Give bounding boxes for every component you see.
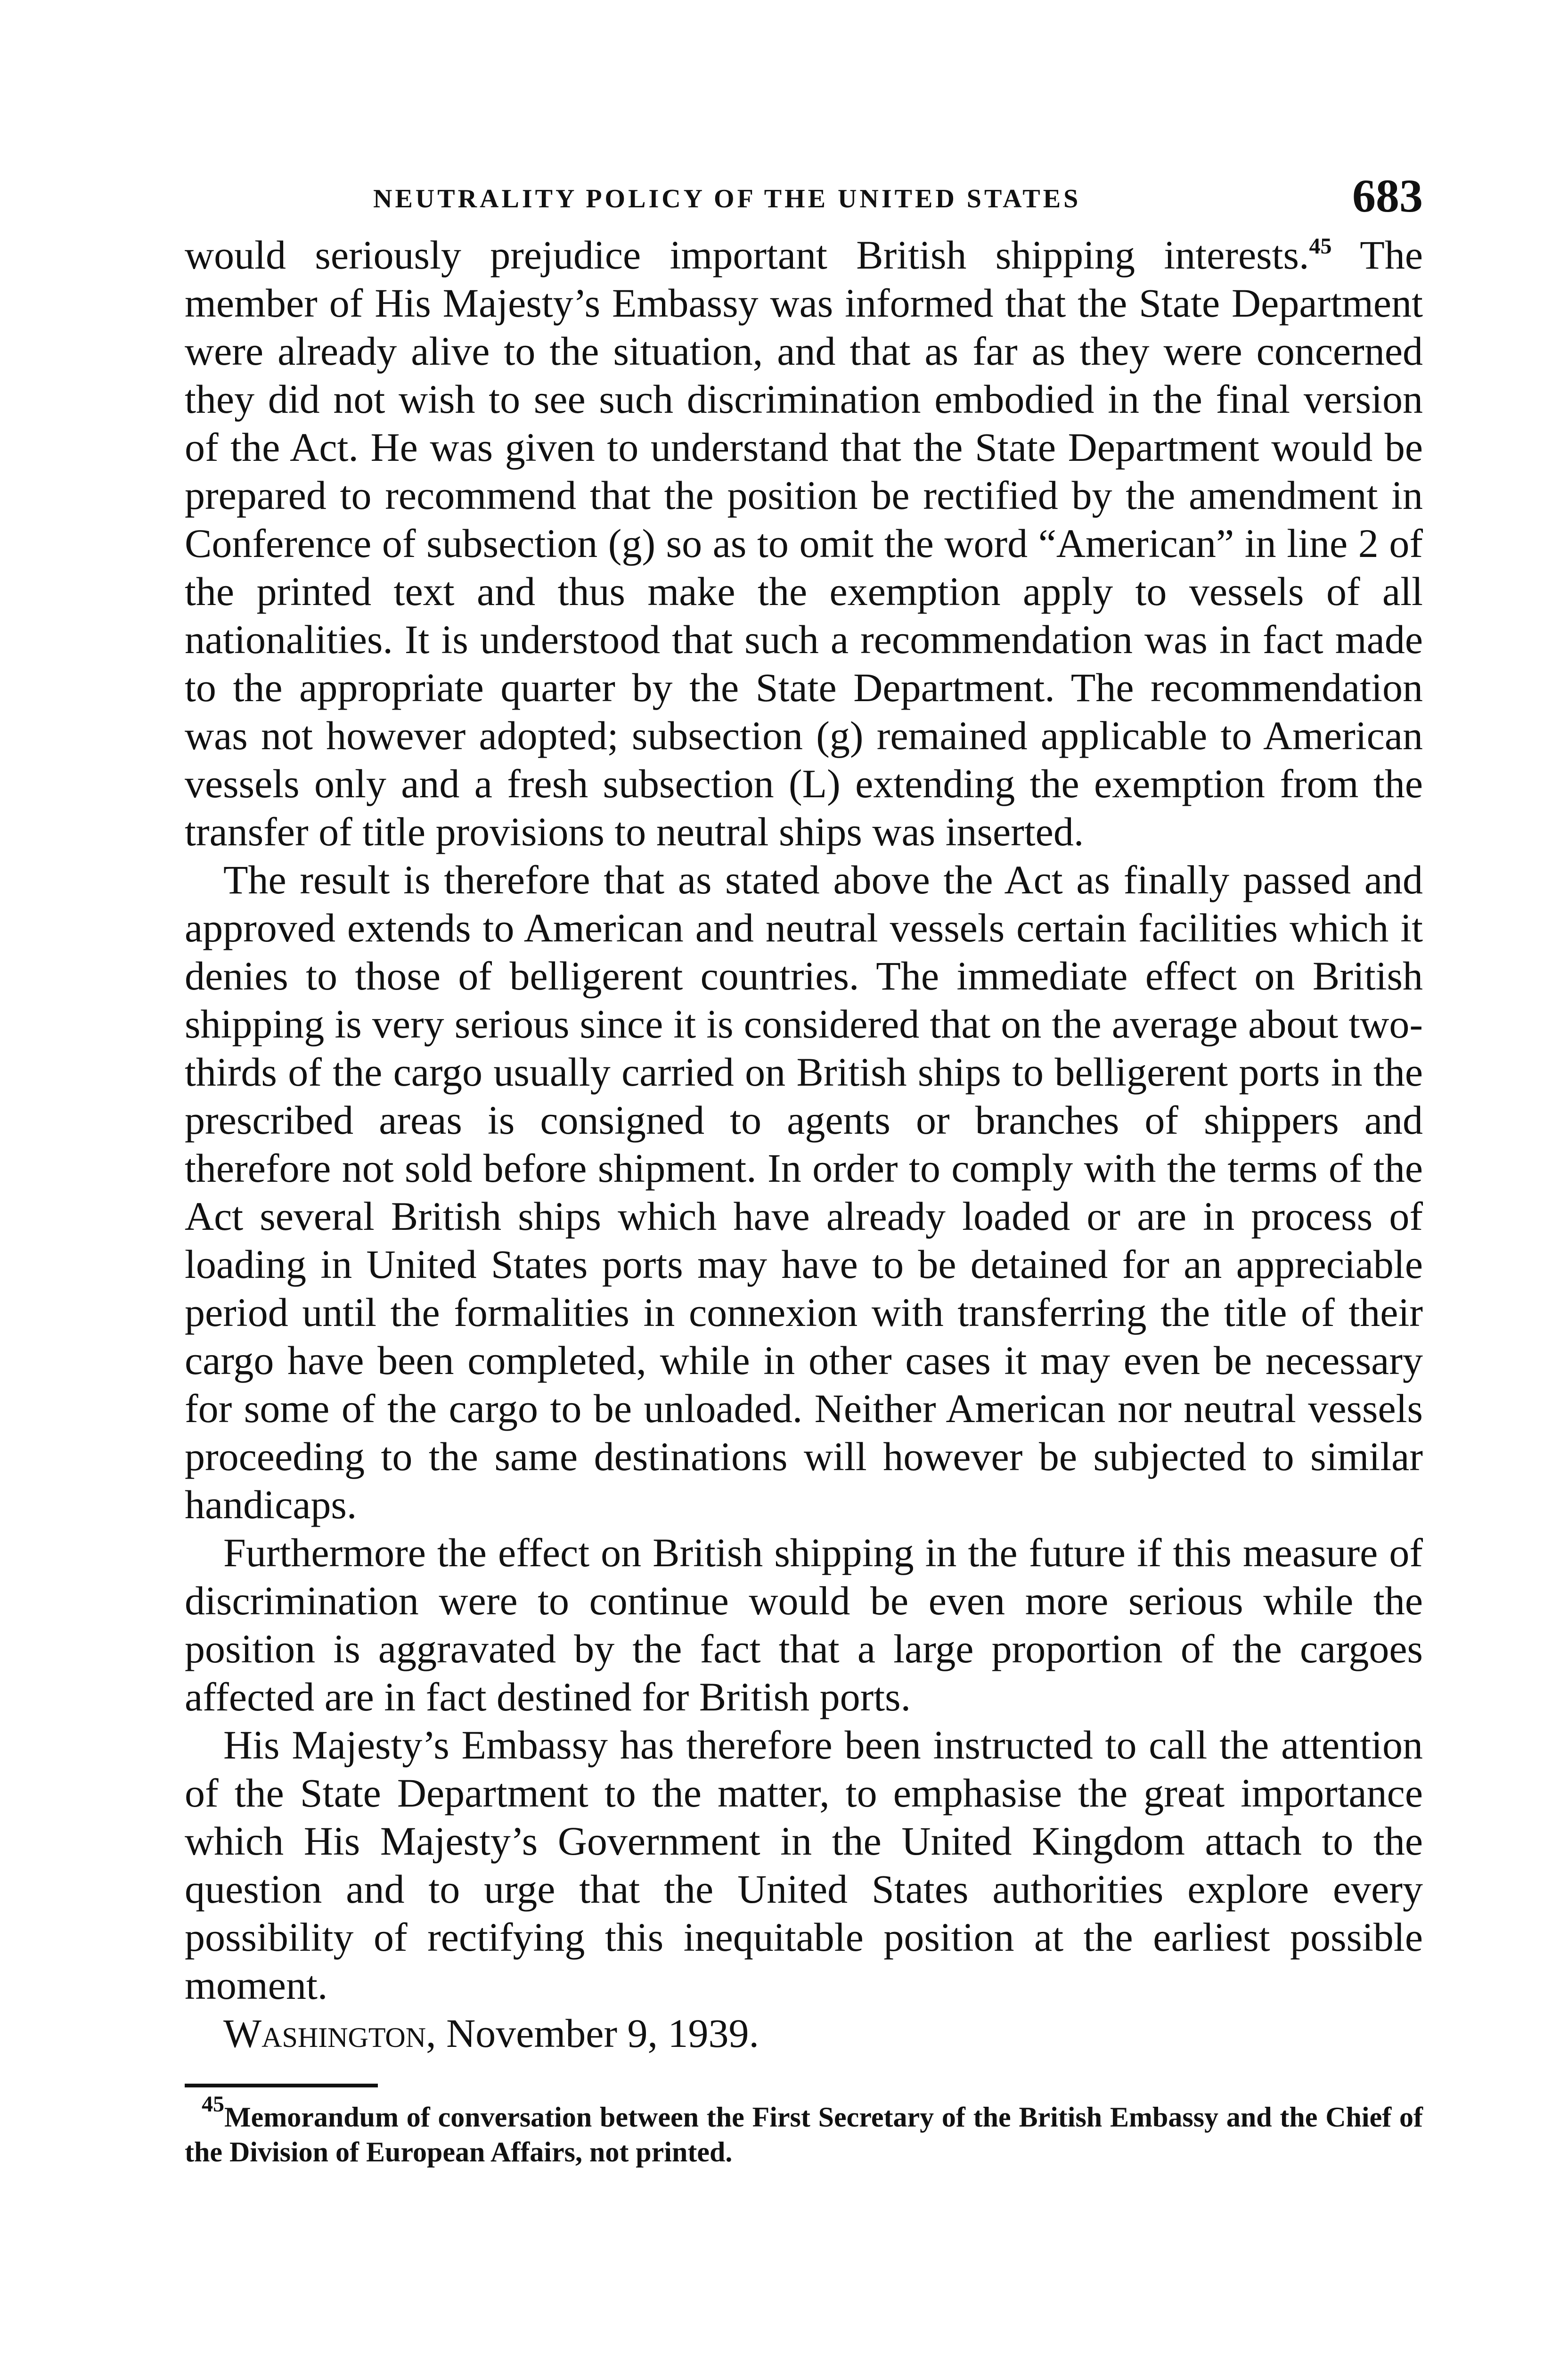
paragraph-text: The member of His Majesty’s Embassy was informed that the State Department were already alive to the situation, and that as far as they were concerned they did not wish to see such discrimination embodied in the final version of the Act. He was given to understand that the State Department would be prepared to recommend that the position be rectified by the amendment in Conference of subsection (g) so as to omit the word “American” in line 2 of the printed text and thus make the exemption apply to vessels of all nationalities. It is understood that such a recommendation was in fact made to the appropriate quarter by the State Department. The recommendation was not however adopted; subsection (g) remained applicable to American vessels only and a fresh subsection (L) extending the exemption from the transfer of title provisions to neutral ships was inserted. (185, 232, 1423, 854)
body-text (185, 231, 1423, 2057)
footnote-text: Memorandum of conversation between the First Secretary of the British Embassy and the Chief of the Division of European Affairs, not printed. (185, 2102, 1423, 2168)
footnote (185, 2092, 1423, 2169)
paragraph-continued (185, 231, 1423, 856)
document-page (185, 160, 1423, 2169)
footnote-rule (185, 2084, 378, 2087)
footnote-reference: 45 (1309, 234, 1332, 259)
paragraph: The result is therefore that as stated above the Act as finally passed and approved extends to American and neutral vessels certain facilities which it denies to those of belligerent countries. The immediate effect on British shipping is very serious since it is considered that on the average about two-thirds of the cargo usually carried on British ships to belligerent ports in the prescribed areas is consigned to agents or branches of shippers and therefore not sold before shipment. In order to comply with the terms of the Act several British ships which have already loaded or are in process of loading in United States ports may have to be detained for an appreciable period until the formalities in connexion with transferring the title of their cargo have been completed, while in other cases it may even be necessary for some of the cargo to be unloaded. Neither American nor neutral vessels proceeding to the same destinations will however be subjected to similar handicaps. (185, 857, 1423, 1527)
paragraph-text: would seriously prejudice important British shipping interests. (185, 232, 1309, 278)
dateline-place: Washington (223, 2011, 426, 2056)
page-number: 683 (1352, 170, 1423, 222)
running-head (185, 160, 1423, 222)
dateline-date: , November 9, 1939. (426, 2011, 760, 2056)
footnote-marker: 45 (202, 2092, 224, 2117)
dateline (185, 2009, 1423, 2057)
paragraph: Furthermore the effect on British shipping in the future if this measure of discrimination were to continue would be even more serious while the position is aggravated by the fact that a large proportion of the cargoes affected are in fact destined for British ports. (185, 1530, 1423, 1719)
running-title: NEUTRALITY POLICY OF THE UNITED STATES (373, 184, 1081, 213)
paragraph: His Majesty’s Embassy has therefore been instructed to call the attention of the State Department to the matter, to emphasise the great importance which His Majesty’s Government in the United Kingdom attach to the question and to urge that the United States authorities explore every possibility of rectifying this inequitable position at the earliest possible moment. (185, 1722, 1423, 2008)
